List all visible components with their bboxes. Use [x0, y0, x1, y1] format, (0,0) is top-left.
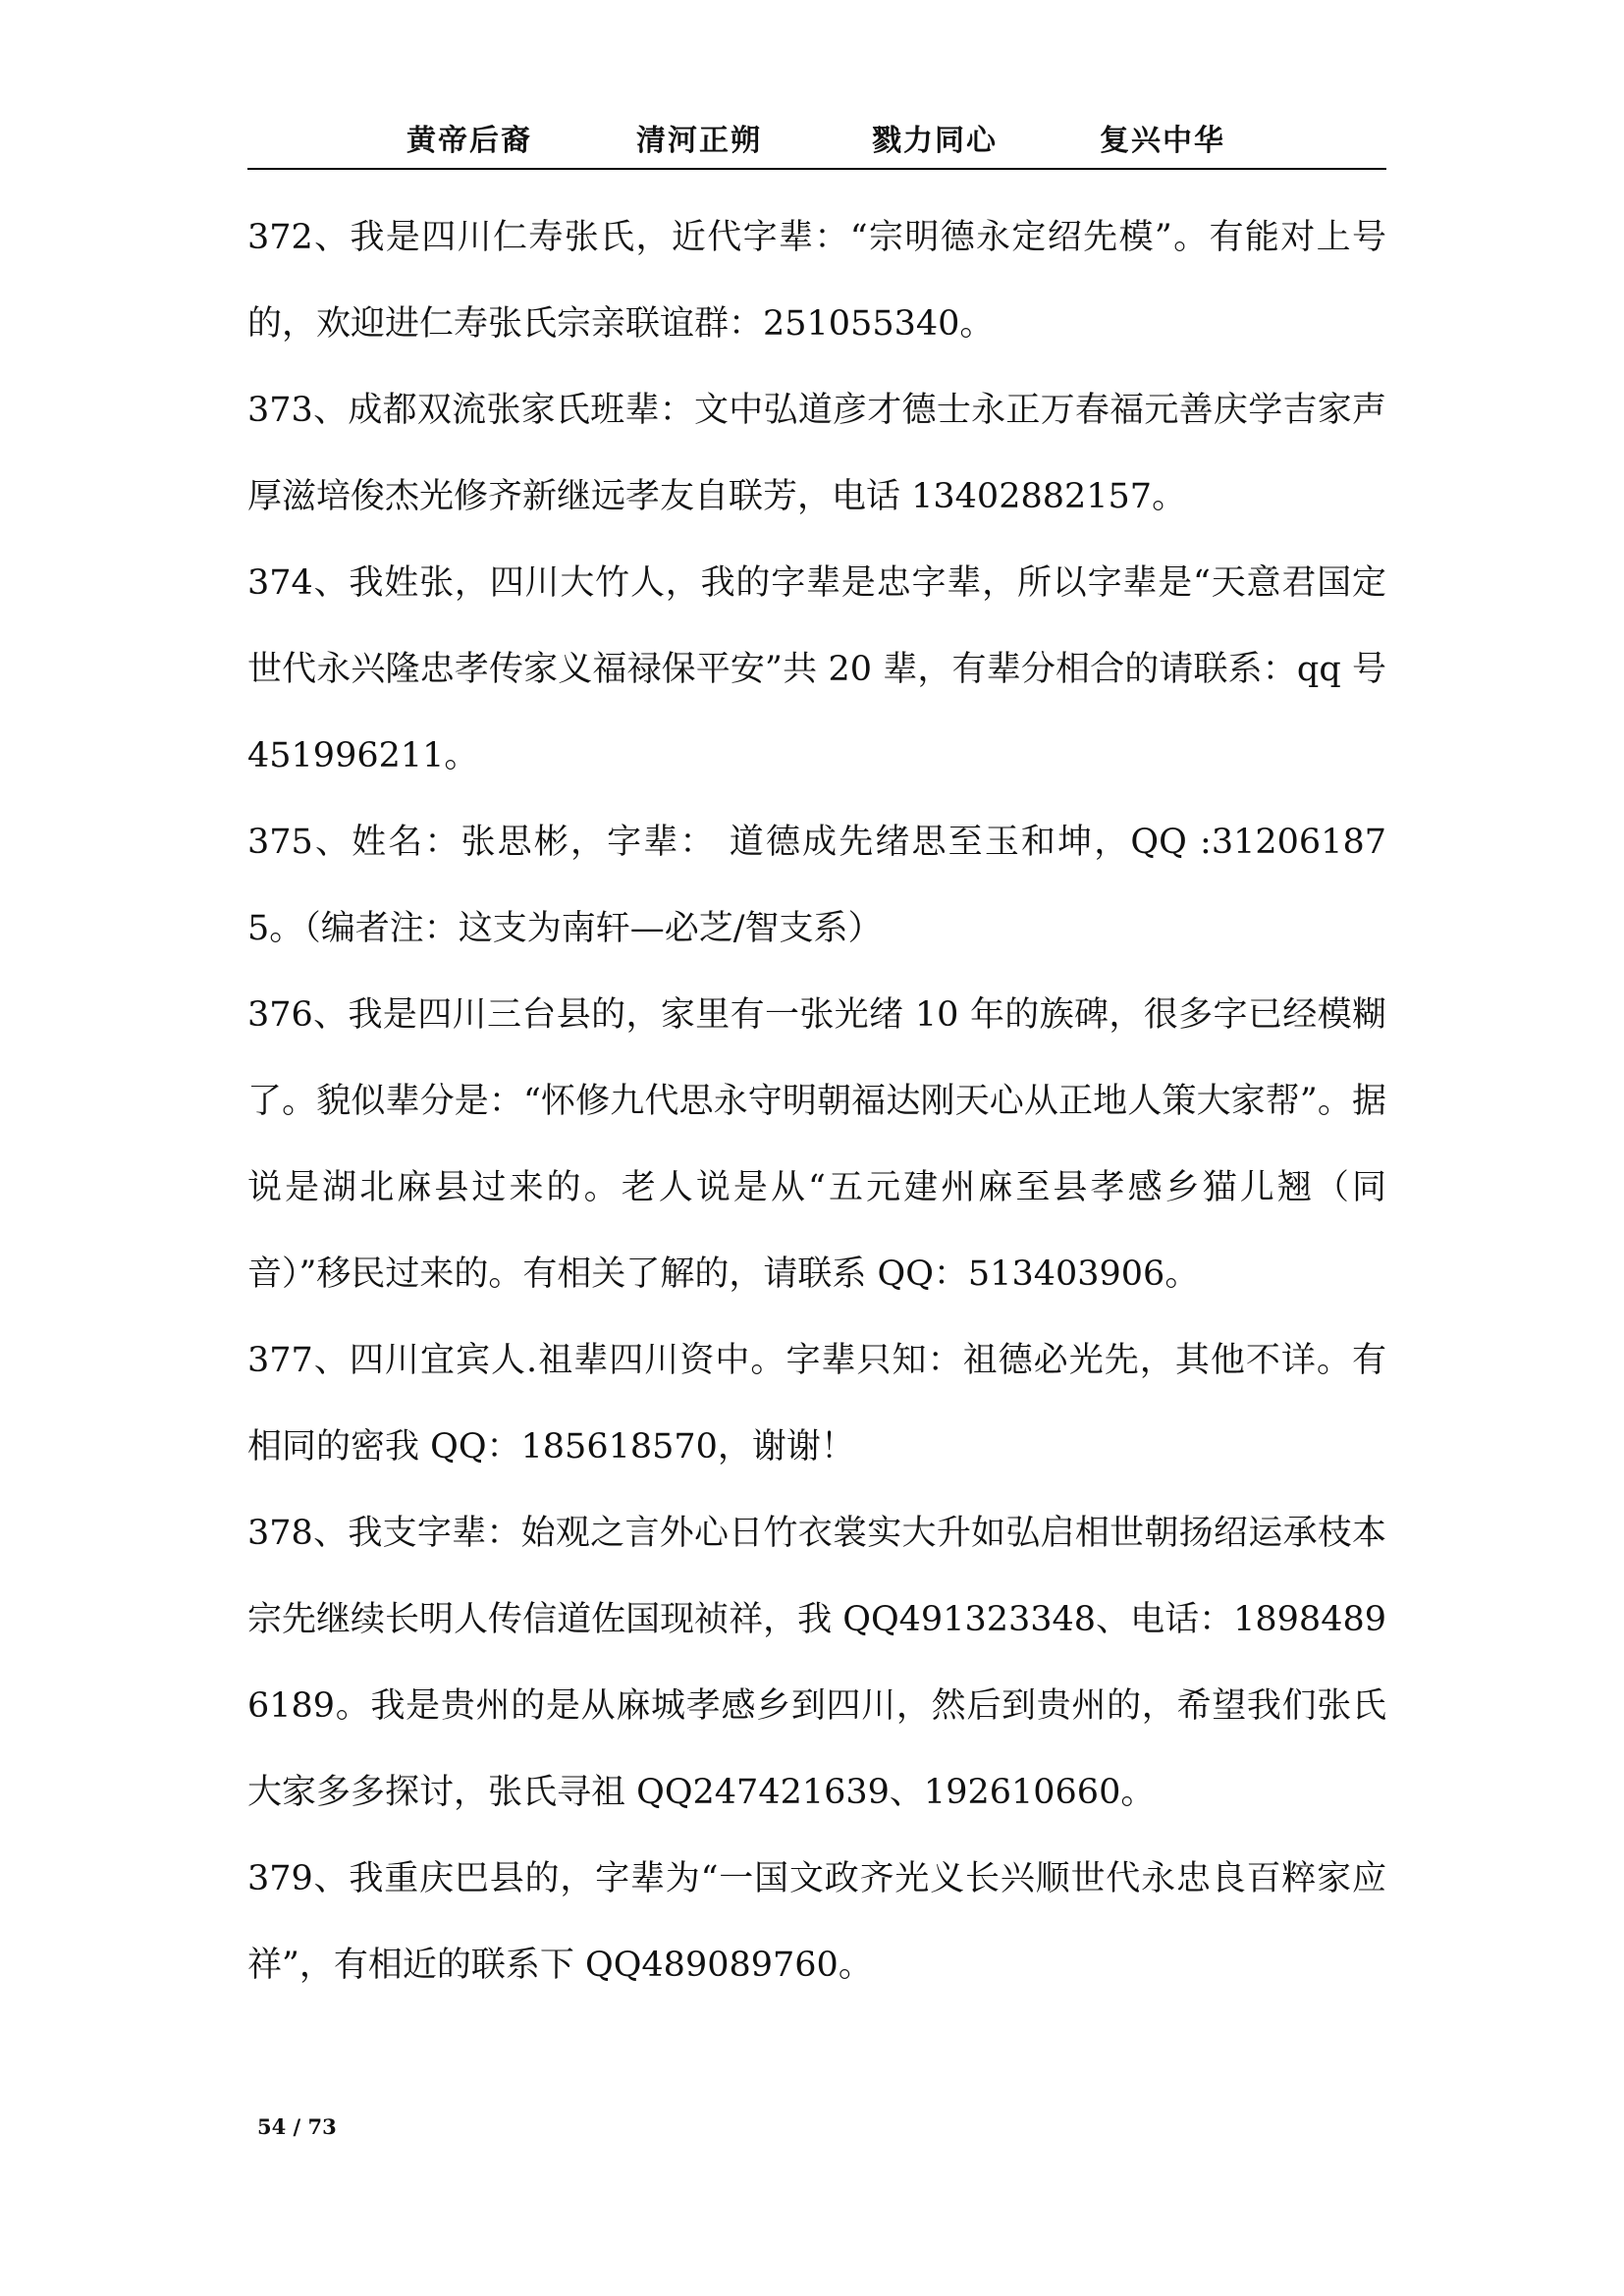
header-divider — [247, 168, 1386, 170]
entry-376: 376、我是四川三台县的，家里有一张光绪 10 年的族碑，很多字已经模糊了。貌似辈分是：“怀修九代思永守明朝福达刚天心从正地人策大家帮”。据说是湖北麻县过来的。老人说是从“五元建州麻至县孝感乡猫儿翘（同音）”移民过来的。有相关了解的，请联系 QQ：513403906。 — [247, 995, 1386, 1294]
entry-378: 378、我支字辈：始观之言外心日竹衣裳实大升如弘启相世朝扬绍运承枝本宗先继续长明人传信道佐国现祯祥，我 QQ491323348、电话：18984896189。我是贵州的是从麻城孝感乡到四川，然后到贵州的，希望我们张氏大家多多探讨，张氏寻祖 QQ247421639、192610660。 — [247, 1514, 1386, 1812]
entry-374: 374、我姓张，四川大竹人，我的字辈是忠字辈，所以字辈是“天意君国定世代永兴隆忠孝传家义福禄保平安”共 20 辈，有辈分相合的请联系：qq 号 451996211。 — [247, 563, 1386, 775]
page-number: 54 / 73 — [257, 2114, 337, 2139]
body-text — [247, 194, 1386, 2008]
header-motto-1: 黄帝后裔 — [406, 124, 532, 158]
entry-375: 375、姓名：张思彬，字辈： 道德成先绪思至玉和坤，QQ :312061875。（编者注：这支为南轩—必芝/智支系） — [247, 823, 1386, 948]
entry-379: 379、我重庆巴县的，字辈为“一国文政齐光义长兴顺世代永忠良百粹家应祥”，有相近的联系下 QQ489089760。 — [247, 1859, 1386, 1985]
header-motto-4: 复兴中华 — [1100, 124, 1225, 158]
entry-372: 372、我是四川仁寿张氏，近代字辈：“宗明德永定绍先模”。有能对上号的，欢迎进仁寿张氏宗亲联谊群：251055340。 — [247, 218, 1386, 344]
header-motto-3: 戮力同心 — [872, 124, 998, 158]
entry-377: 377、四川宜宾人.祖辈四川资中。字辈只知：祖德必光先，其他不详。有相同的密我 QQ：185618570，谢谢！ — [247, 1341, 1386, 1467]
header-motto-2: 清河正朔 — [636, 124, 762, 158]
entry-373: 373、成都双流张家氏班辈：文中弘道彦才德士永正万春福元善庆学吉家声厚滋培俊杰光修齐新继远孝友自联芳，电话 13402882157。 — [247, 391, 1386, 516]
page-header — [247, 116, 1386, 171]
